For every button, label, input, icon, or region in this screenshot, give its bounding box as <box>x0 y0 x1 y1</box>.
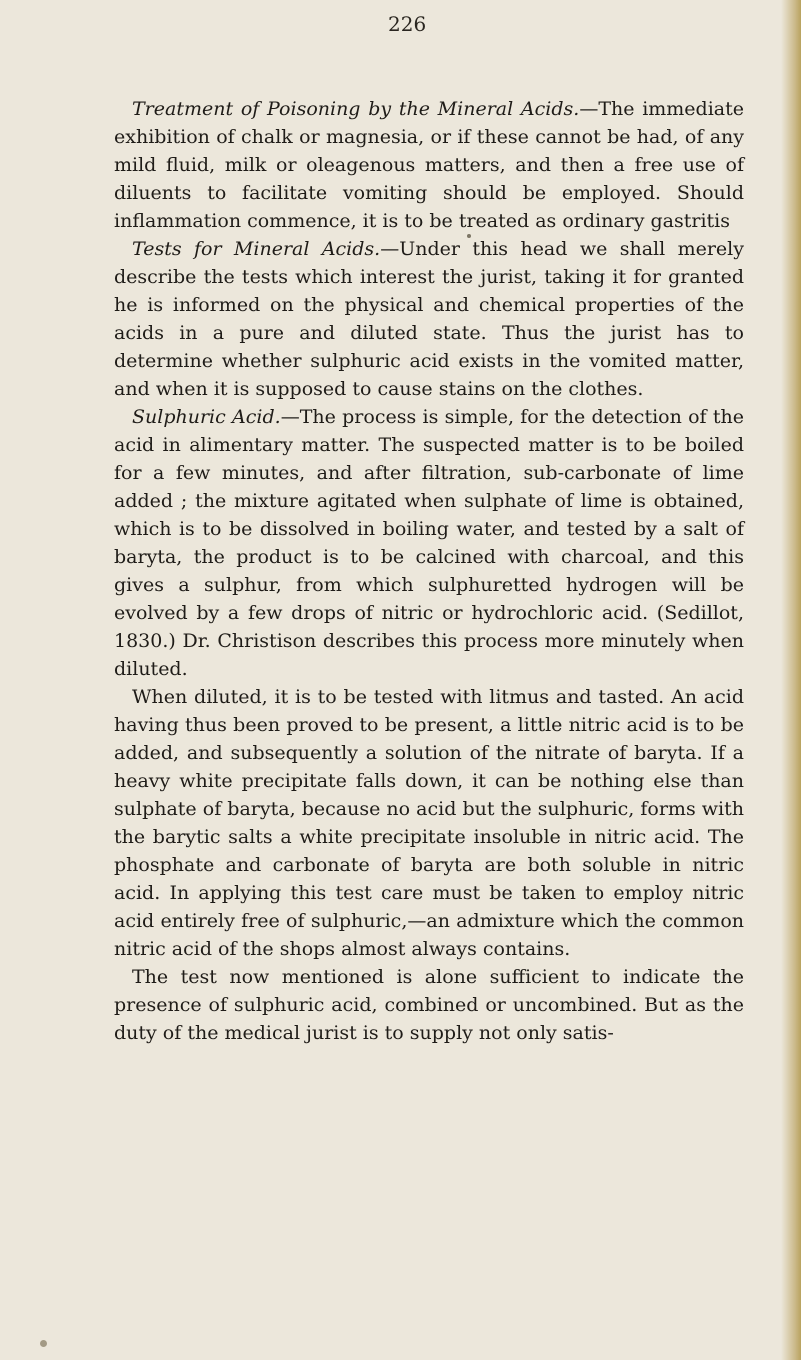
page-number: 226 <box>388 12 427 36</box>
section-heading: Sulphuric Acid. <box>132 406 281 428</box>
body-text <box>114 95 744 1047</box>
paragraph-text: The immediate exhibition of chalk or magnesia, or if these cannot be had, of any mild fluid, milk or oleagenous matters, and then a free use of diluents to facilitate vomiting should be employed. Should inflammation commence, it is to be treated as ordinary gastritis <box>114 98 745 232</box>
heading-dash: — <box>280 406 300 428</box>
section-heading: Treatment of Poisoning by the Mineral Acids. <box>132 98 580 120</box>
paragraph-text: The process is simple, for the detection of the acid in alimentary matter. The suspected matter is to be boiled for a few minutes, and after filtration, sub-carbonate of lime added ; the mixture agitated when sulphate of lime is obtained, which is to be dissolved in boiling water, and tested by a salt of baryta, the product is to be calcined with charcoal, and this gives a sulphur, from which sulphuretted hydrogen will be evolved by a few drops of nitric or hydrochloric acid. (Sedillot, 1830.) Dr. Christison describes this process more minutely when diluted. <box>114 406 744 680</box>
paragraph-text: Under this head we shall merely describe the tests which interest the jurist, taking it for granted he is informed on the physical and chemical properties of the acids in a pure and diluted state. Thus the jurist has to determine whether sulphuric acid exists in the vomited matter, and when it is supposed to cause stains on the clothes. <box>114 238 744 400</box>
section-heading: Tests for Mineral Acids. <box>132 238 381 260</box>
heading-dash: — <box>579 98 599 120</box>
paragraph-text: The test now mentioned is alone sufficient to indicate the presence of sulphuric acid, combined or uncombined. But as the duty of the medical jurist is to supply not only satis- <box>114 966 744 1044</box>
paragraph-treatment <box>114 95 744 235</box>
paragraph-when-diluted <box>114 683 744 963</box>
paragraph-tests <box>114 235 744 403</box>
ink-speck <box>40 1340 47 1347</box>
page-edge-shadow <box>781 0 801 1360</box>
paragraph-sulphuric-acid <box>114 403 744 683</box>
paragraph-text: When diluted, it is to be tested with litmus and tasted. An acid having thus been proved to be present, a little nitric acid is to be added, and subsequently a solution of the nitrate of baryta. If a heavy white precipitate falls down, it can be nothing else than sulphate of baryta, because no acid but the sulphuric, forms with the barytic salts a white precipitate insoluble in nitric acid. The phosphate and carbonate of baryta are both soluble in nitric acid. In applying this test care must be taken to employ nitric acid entirely free of sulphuric,—an admixture which the common nitric acid of the shops almost always contains. <box>114 686 744 960</box>
heading-dash: — <box>380 238 400 260</box>
paragraph-test-mentioned <box>114 963 744 1047</box>
